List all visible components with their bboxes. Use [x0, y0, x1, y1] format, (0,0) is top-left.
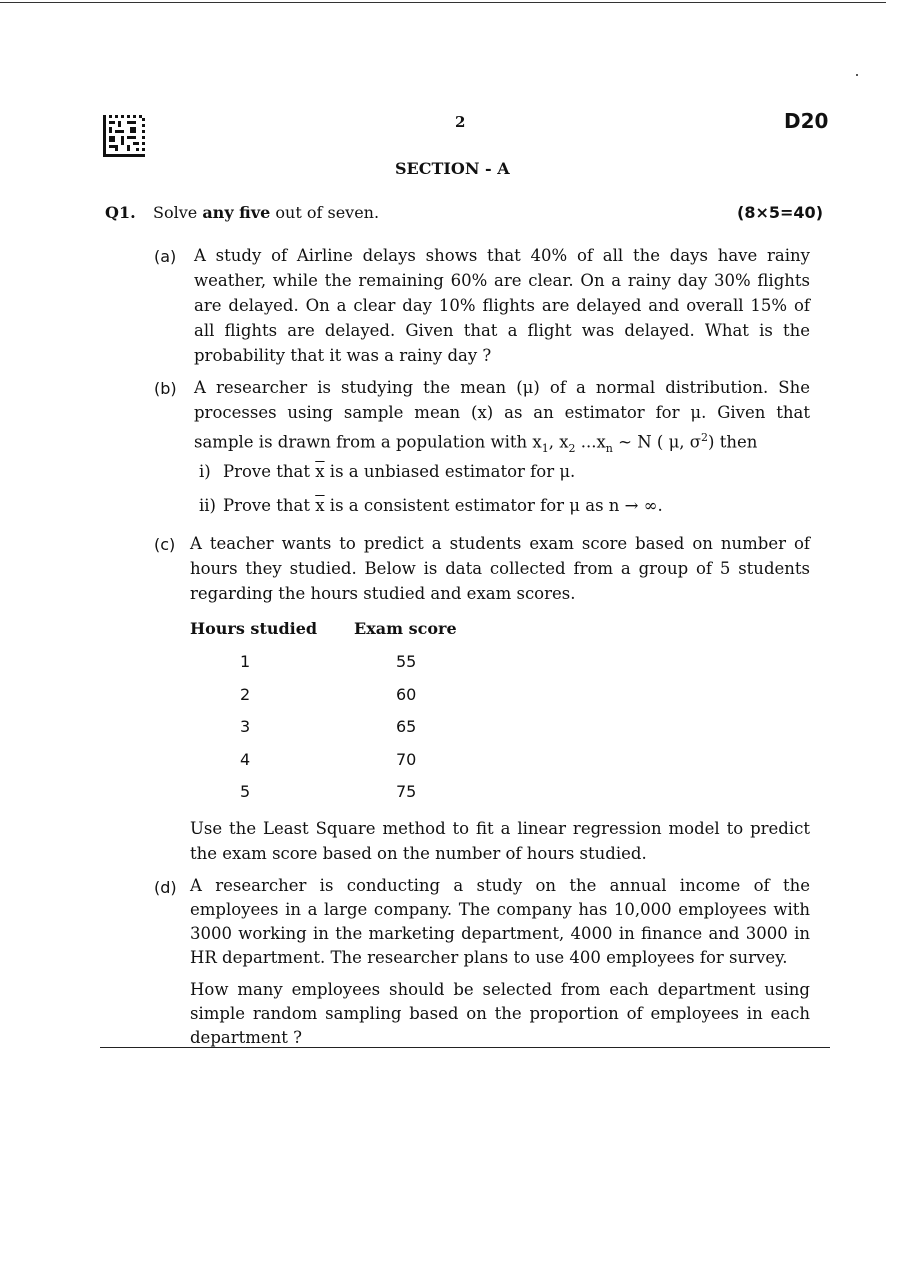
question-number: Q1.	[105, 203, 136, 222]
table-cell-hours: 2	[240, 685, 251, 704]
scan-speck	[856, 74, 858, 76]
part-d-text-2: How many employees should be selected from each department using simple random sampling based on the proportion of employees in each department ?	[190, 980, 810, 1047]
table-header-score: Exam score	[354, 619, 457, 638]
datamatrix-code-icon	[103, 115, 145, 157]
question-instruction: Solve any five out of seven.	[153, 203, 380, 222]
table-cell-hours: 1	[240, 652, 251, 671]
table-cell-score: 60	[396, 685, 417, 704]
part-b-subquestion-ii: ii) Prove that $\overline{x}$ is a consistent estimator for μ as n → ∞.	[199, 496, 663, 515]
table-cell-score: 75	[396, 782, 417, 801]
table-cell-hours: 5	[240, 782, 251, 801]
table-header-hours: Hours studied	[190, 619, 318, 638]
bottom-rule	[100, 1047, 830, 1048]
table-cell-score: 65	[396, 717, 417, 736]
part-b-subquestion-i: i) Prove that $\overline{x}$ is a unbiased estimator for μ.	[199, 462, 576, 481]
question-marks: (8×5=40)	[737, 203, 823, 222]
part-b-text: A researcher is studying the mean (μ) of a normal distribution. She processes using sample mean (x) as an estimator for μ. Given that sample is drawn from a population with $x_1$, $x_2$ $...x_n$ ~ N ( μ, $\sigma^2$) then	[194, 378, 810, 455]
part-c-text: A teacher wants to predict a students exam score based on number of hours they studied. Below is data collected from a group of 5 students regarding the hours studied and exam scores.	[190, 534, 810, 603]
part-d-text: A researcher is conducting a study on the annual income of the employees in a large company. The company has 10,000 employees with 3000 working in the marketing department, 4000 in finance and 3000 in HR department. The researcher plans to use 400 employees for survey.	[190, 876, 810, 967]
section-title: SECTION - A	[395, 159, 510, 178]
table-cell-score: 70	[396, 750, 417, 769]
paper-code: D20	[784, 109, 829, 133]
part-a-label: (a)	[154, 247, 177, 266]
page-number: 2	[455, 113, 466, 131]
part-a-text: A study of Airline delays shows that 40% of all the days have rainy weather, while the remaining 60% are clear. On a rainy day 30% flights are delayed. On a clear day 10% flights are delayed and overall 15% of all flights are delayed. Given that a flight was delayed. What is the probability that it was a rainy day ?	[194, 246, 810, 365]
part-c-label: (c)	[154, 535, 176, 554]
part-d-label: (d)	[154, 878, 177, 897]
table-cell-score: 55	[396, 652, 417, 671]
part-c-text-2: Use the Least Square method to fit a linear regression model to predict the exam score based on the number of hours studied.	[190, 819, 810, 863]
table-cell-hours: 4	[240, 750, 251, 769]
part-b-label: (b)	[154, 379, 177, 398]
table-cell-hours: 3	[240, 717, 251, 736]
top-rule	[0, 2, 886, 3]
